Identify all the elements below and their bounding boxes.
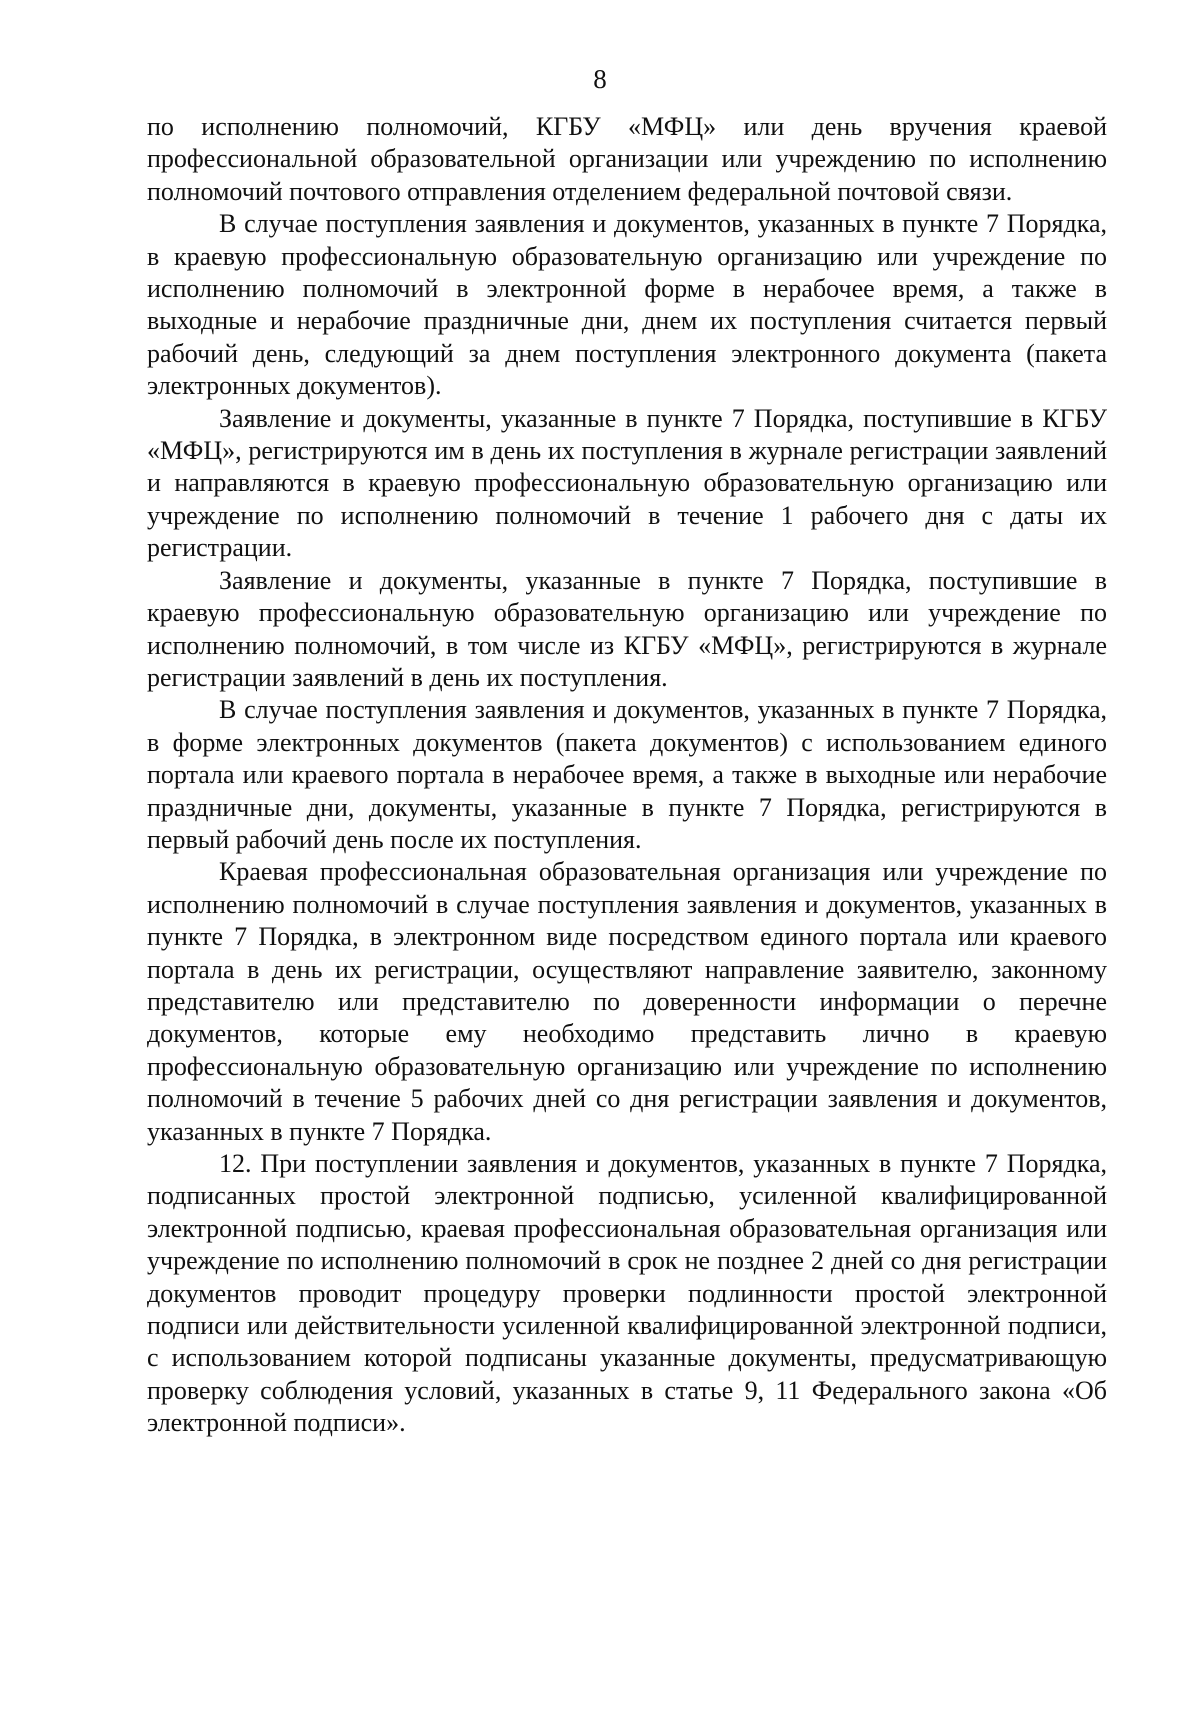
paragraph-6: Краевая профессиональная образовательная организация или учреждение по исполнению полномочий в случае поступления заявления и документов, указанных в пункте 7 Порядка, в электронном виде посредством единого портала или краевого портала в день их регистрации, осуществляют направление заявителю, законному представителю или представителю по доверенности информации о перечне документов, которые ему необходимо представить лично в краевую профессиональную образовательную организацию или учреждение по исполнению полномочий в течение 5 рабочих дней со дня регистрации заявления и документов, указанных в пункте 7 Порядка. [147, 857, 1107, 1146]
paragraph-4: Заявление и документы, указанные в пункте 7 Порядка, поступившие в краевую профессиональную образовательную организацию или учреждение по исполнению полномочий, в том числе из КГБУ «МФЦ», регистрируются в журнале регистрации заявлений в день их поступления. [147, 565, 1107, 692]
paragraph-5: В случае поступления заявления и документов, указанных в пункте 7 Порядка, в форме электронных документов (пакета документов) с использованием единого портала или краевого портала в нерабочее время, а также в выходные или нерабочие праздничные дни, документы, указанные в пункте 7 Порядка, регистрируются в первый рабочий день после их поступления. [147, 695, 1107, 854]
paragraph-2: В случае поступления заявления и документов, указанных в пункте 7 Порядка, в краевую профессиональную образовательную организацию или учреждение по исполнению полномочий в электронной форме в нерабочее время, а также в выходные и нерабочие праздничные дни, днем их поступления считается первый рабочий день, следующий за днем поступления электронного документа (пакета электронных документов). [147, 209, 1107, 401]
paragraph-7-item-12: 12. При поступлении заявления и документов, указанных в пункте 7 Порядка, подписанных простой электронной подписью, усиленной квалифицированной электронной подписью, краевая профессиональная образовательная организация или учреждение по исполнению полномочий в срок не позднее 2 дней со дня регистрации документов проводит процедуру проверки подлинности простой электронной подписи или действительности усиленной квалифицированной электронной подписи, с использованием которой подписаны указанные документы, предусматривающую проверку соблюдения условий, указанных в статье 9, 11 Федерального закона «Об электронной подписи». [147, 1149, 1107, 1438]
paragraph-1: по исполнению полномочий, КГБУ «МФЦ» или день вручения краевой профессиональной образовательной организации или учреждению по исполнению полномочий почтового отправления отделением федеральной почтовой связи. [147, 112, 1107, 206]
page-number: 8 [593, 64, 607, 94]
paragraph-3: Заявление и документы, указанные в пункте 7 Порядка, поступившие в КГБУ «МФЦ», регистрируются им в день их поступления в журнале регистрации заявлений и направляются в краевую профессиональную образовательную организацию или учреждение по исполнению полномочий в течение 1 рабочего дня с даты их регистрации. [147, 403, 1107, 563]
document-body [147, 111, 1107, 1440]
